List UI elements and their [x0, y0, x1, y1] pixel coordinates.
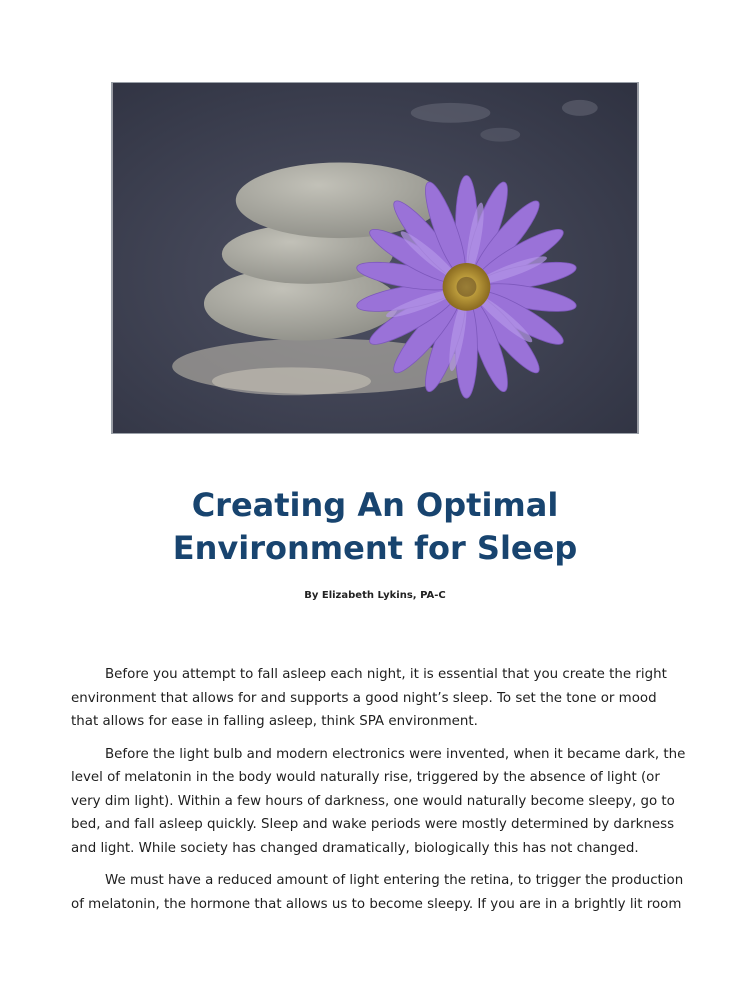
zen-stones-flower-icon: [112, 83, 638, 433]
paragraph-2: [71, 743, 686, 861]
text-line: of melatonin, the hormone that allows us to become sleepy. If you are in a brightly lit room: [71, 896, 682, 912]
text-line: very dim light). Within a few hours of darkness, one would naturally become sleepy, go to: [71, 793, 675, 809]
text-line: level of melatonin in the body would naturally rise, triggered by the absence of light (or: [71, 770, 660, 785]
text-line: bed, and fall asleep quickly. Sleep and wake periods were mostly determined by darkness: [71, 817, 675, 832]
page-title: [0, 484, 750, 570]
paragraph-3: [71, 869, 686, 916]
text-line: environment that allows for and supports a good night’s sleep. To set the tone or mood: [71, 690, 657, 706]
title-line-1: Creating An Optimal: [191, 486, 559, 524]
hero-image: [111, 82, 639, 434]
article-body: [71, 663, 686, 925]
author-byline: By Elizabeth Lykins, PA-C: [304, 590, 446, 601]
paragraph-1: [71, 663, 686, 734]
text-line: Before the light bulb and modern electronics were invented, when it became dark, the: [105, 746, 686, 762]
title-line-2: Environment for Sleep: [172, 529, 578, 567]
text-line: that allows for ease in falling asleep, think SPA environment.: [71, 714, 478, 729]
text-line: We must have a reduced amount of light entering the retina, to trigger the production: [105, 873, 684, 888]
text-line: Before you attempt to fall asleep each night, it is essential that you create the right: [105, 667, 667, 682]
text-line: and light. While society has changed dramatically, biologically this has not changed.: [71, 840, 639, 856]
